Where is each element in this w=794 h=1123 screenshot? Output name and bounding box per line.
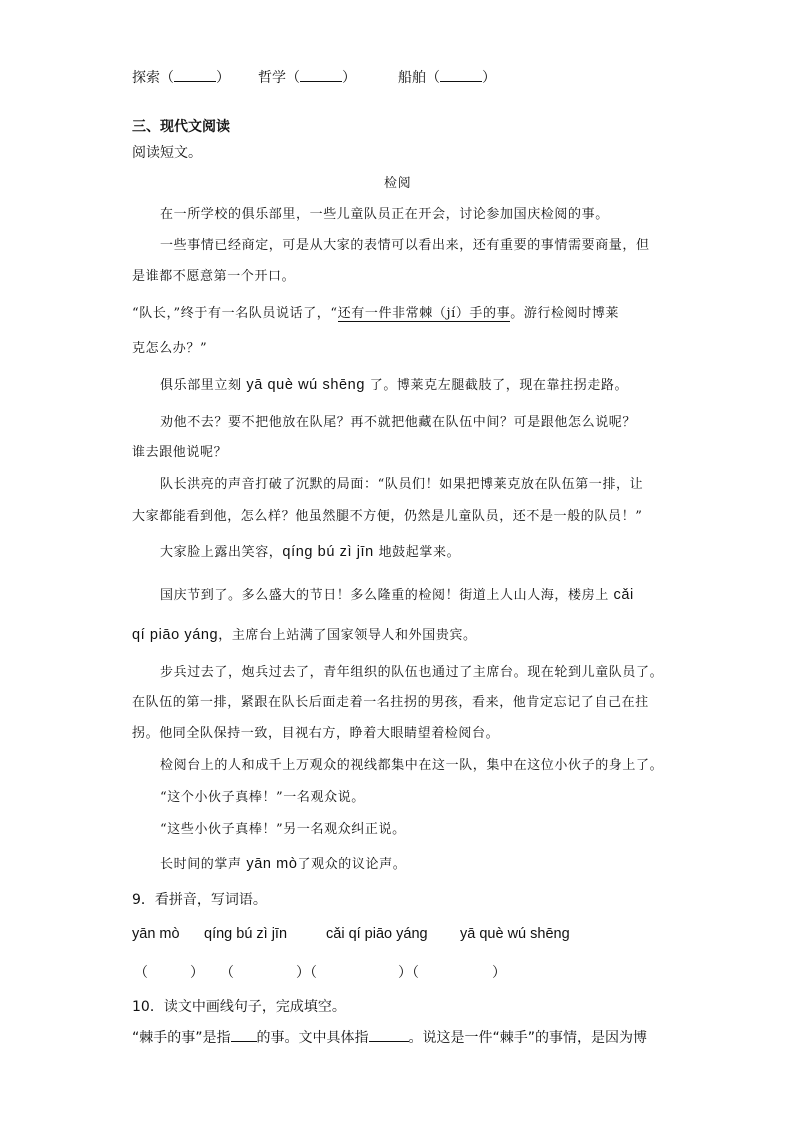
pinyin-text: yā què wú shēng [246,377,365,393]
question-10-line [132,1027,647,1047]
pinyin-text: cǎi [613,587,634,603]
answer-blank[interactable] [440,67,482,82]
passage-line [160,541,460,560]
text-run: ，主席台上站满了国家领导人和外国贵宾。 [218,628,477,643]
passage-line: 一些事情已经商定，可是从大家的表情可以看出来，还有重要的事情需要商量，但 [160,238,650,253]
answer-blank[interactable] [231,1027,257,1042]
passage-line: “这些小伙子真棒！”另一名观众纠正说。 [160,822,406,837]
q9-answer-box-4[interactable] [426,962,490,980]
text-run: 。说这是一件“棘手”的事情，是因为博 [408,1030,648,1046]
q9-pinyin-1: yān mò [132,926,180,942]
close-paren: ） [482,70,496,86]
passage-line: 检阅台上的人和成千上万观众的视线都集中在这一队，集中在这位小伙子的身上了。 [160,758,664,773]
q9-pinyin-2: qíng bú zì jīn [204,926,288,942]
q9-bracket: （ [134,965,148,981]
text-run: 了。博莱克左腿截肢了，现在靠拄拐走路。 [369,378,629,393]
word-text: 探索 [132,70,160,86]
passage-line: 谁去跟他说呢？ [132,445,228,460]
section-title: 三、现代文阅读 [132,119,230,135]
question-9-title: 9．看拼音，写词语。 [132,892,267,908]
passage-line: 大家都能看到他，怎么样？他虽然腿不方便，仍然是儿童队员，还不是一般的队员！” [132,509,643,524]
q9-bracket: ） [492,965,506,981]
text-run: “棘手的事”是指 [132,1030,231,1046]
text-run: 的事。文中具体指 [256,1030,369,1046]
q9-answer-box-2[interactable] [236,962,296,980]
passage-line [160,584,634,603]
underlined-sentence: 还有一件非常棘（jí）手的事 [337,306,511,321]
word-text: 哲学 [258,70,286,86]
text-run: 了观众的议论声。 [297,857,407,872]
q9-bracket: ）（ [296,965,317,981]
passage-line: 是谁都不愿意第一个开口。 [132,269,296,284]
text-run: 地鼓起掌来。 [378,545,461,560]
question-10-title: 10．读文中画线句子，完成填空。 [132,999,346,1015]
word-item-philosophy [258,67,356,87]
passage-line: 克怎么办？” [132,341,208,356]
passage-line: 拐。他同全队保持一致，目视右方，睁着大眼睛望着检阅台。 [132,726,500,741]
text-run: 国庆节到了。多么盛大的节日！多么隆重的检阅！街道上人山人海，楼房上 [160,588,609,603]
q9-answer-box-1[interactable] [150,962,190,980]
q9-bracket: ） [190,965,204,981]
open-paren: （ [160,70,174,86]
q9-pinyin-4: yā què wú shēng [460,926,570,942]
q9-answer-box-3[interactable] [324,962,394,980]
pinyin-text: qí piāo yáng [132,627,219,643]
open-paren: （ [426,70,440,86]
close-paren: ） [342,70,356,86]
pinyin-text: qíng bú zì jīn [282,544,374,560]
passage-line: 劝他不去？要不把他放在队尾？再不就把他藏在队伍中间？可是跟他怎么说呢？ [160,415,637,430]
passage-title: 检阅 [384,176,412,191]
q9-bracket: （ [220,965,234,981]
passage-line: 队长洪亮的声音打破了沉默的局面：“队员们！如果把博莱克放在队伍第一排，让 [160,477,644,492]
word-text: 船舶 [398,70,426,86]
passage-line: 步兵过去了，炮兵过去了，青年组织的队伍也通过了主席台。现在轮到儿童队员了。 [160,665,664,680]
text-run: 长时间的掌声 [160,857,242,872]
passage-line [132,624,477,643]
word-item-explore [132,67,230,87]
text-run: 俱乐部里立刻 [160,378,242,393]
passage-paragraph: 在一所学校的俱乐部里，一些儿童队员正在开会，讨论参加国庆检阅的事。 [160,207,609,222]
text-run: 大家脸上露出笑容， [160,545,283,560]
passage-line [160,374,628,393]
word-item-ship [398,67,496,87]
answer-blank[interactable] [369,1027,409,1042]
pinyin-text: yān mò [246,856,298,872]
passage-line [132,302,619,321]
text-run: “队长，”终于有一名队员说话了，“ [132,306,338,321]
text-run: 。游行检阅时博莱 [510,306,620,321]
close-paren: ） [216,70,230,86]
q9-pinyin-3: cǎi qí piāo yáng [326,926,428,942]
passage-line: “这个小伙子真棒！”一名观众说。 [160,790,365,805]
q9-bracket: ）（ [398,965,419,981]
answer-blank[interactable] [300,67,342,82]
answer-blank[interactable] [174,67,216,82]
passage-line: 在队伍的第一排，紧跟在队长后面走着一名拄拐的男孩，看来，他肯定忘记了自己在拄 [132,695,649,710]
open-paren: （ [286,70,300,86]
passage-line [160,853,406,872]
section-instruction: 阅读短文。 [132,145,202,161]
